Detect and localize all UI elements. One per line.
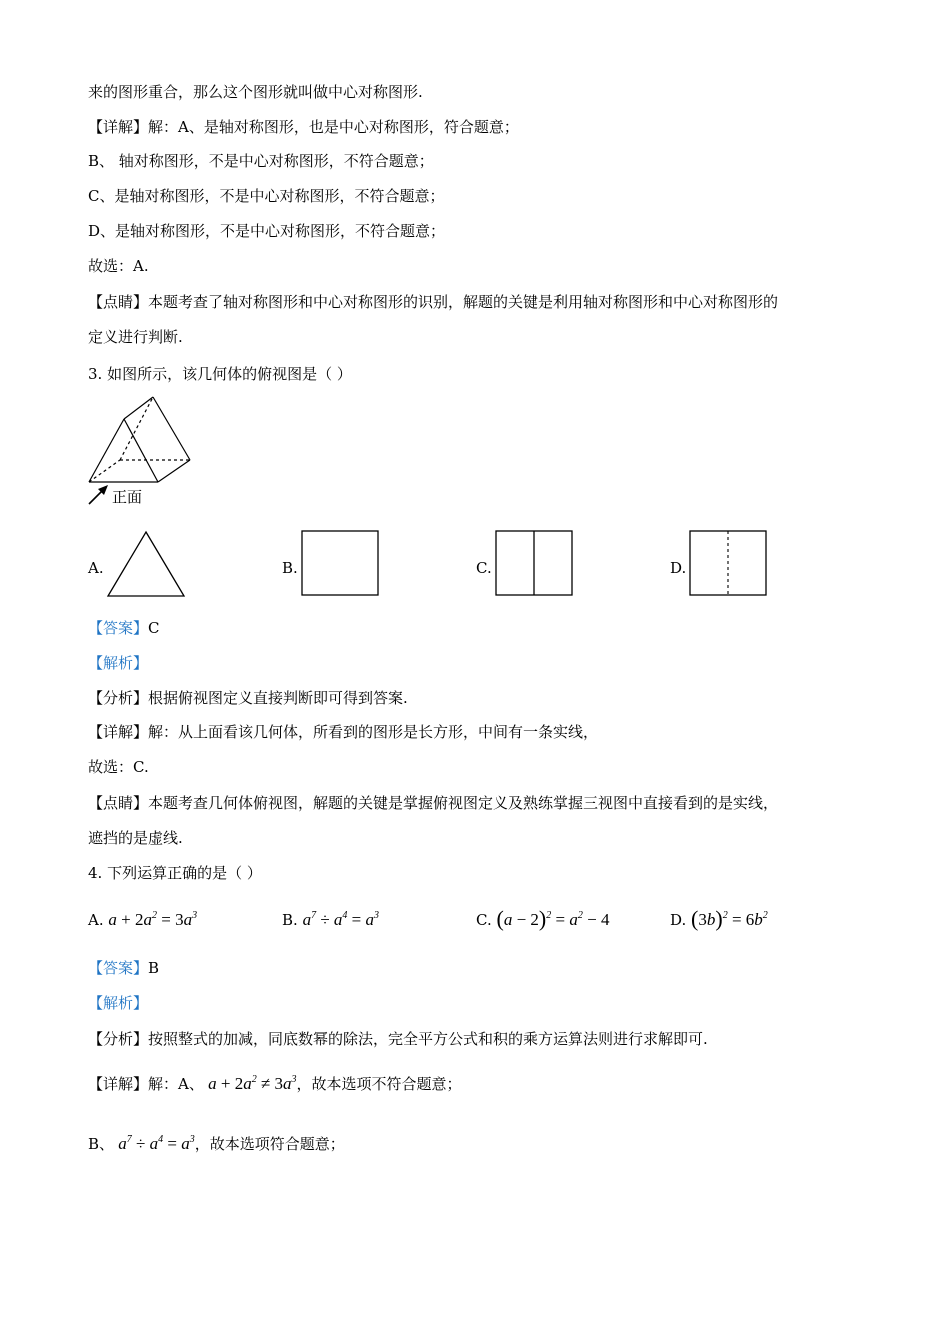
q3-answer [88, 618, 160, 638]
q4-option-d-label: D. [670, 911, 687, 929]
q4-option-b [282, 910, 379, 930]
q4-option-a-label: A. [88, 911, 104, 929]
rectangle-solid-divider-shape [495, 530, 574, 597]
answer-tag: 【答案】 [88, 619, 149, 637]
text-line: B、 轴对称图形，不是中心对称图形，不符合题意； [88, 152, 434, 170]
xiangjie-prefix: 【详解】解：A、 [88, 1075, 204, 1093]
q3-analysis-tag: 【解析】 [88, 654, 149, 672]
text-line: 遮挡的是虚线. [88, 829, 183, 847]
xiangjie-suffix: ，故本选项不符合题意； [296, 1075, 462, 1093]
b-suffix: ，故本选项符合题意； [194, 1135, 345, 1153]
text-line: 【点睛】本题考查了轴对称图形和中心对称图形的识别，解题的关键是利用轴对称图形和中心对称图形的 [88, 293, 779, 311]
q3-option-d-label: D. [670, 559, 687, 577]
text-line: 故选：C. [88, 758, 149, 776]
question-4-stem: 4. 下列运算正确的是（ ） [88, 864, 262, 882]
text-line: 【详解】解：A、是轴对称图形，也是中心对称图形，符合题意； [88, 118, 519, 136]
q4-b-line [88, 1134, 345, 1154]
q4-xiangjie-line [88, 1074, 462, 1094]
text-line: D、是轴对称图形，不是中心对称图形，不符合题意； [88, 222, 446, 240]
formula-c: $(a - 2)^2 = a^2 - 4$ [496, 906, 610, 931]
rectangle-shape [301, 530, 380, 597]
q4-analysis-tag: 【解析】 [88, 994, 149, 1012]
text-line: 【分析】按照整式的加减，同底数幂的除法，完全平方公式和积的乘方运算法则进行求解即可. [88, 1030, 708, 1048]
formula-b-check: $a^7 \div a^4 = a^3$ [114, 1134, 195, 1153]
text-line: 【分析】根据俯视图定义直接判断即可得到答案. [88, 689, 408, 707]
text-line: C、是轴对称图形，不是中心对称图形，不符合题意； [88, 187, 445, 205]
q4-option-c-label: C. [476, 911, 492, 929]
front-label: 正面 [112, 488, 143, 506]
q4-option-b-label: B. [282, 911, 298, 929]
formula-b: $a^7 \div a^4 = a^3$ [302, 910, 380, 929]
text-line: 【详解】解：从上面看该几何体，所看到的图形是长方形，中间有一条实线， [88, 723, 599, 741]
text-line: 定义进行判断. [88, 328, 183, 346]
question-3-stem: 3. 如图所示，该几何体的俯视图是（ ） [88, 365, 352, 383]
formula-a-check: $a + 2a^2 \ne 3a^3$ [203, 1074, 297, 1093]
text-line: 【点睛】本题考查几何体俯视图，解题的关键是掌握俯视图定义及熟练掌握三视图中直接看到的是实线， [88, 794, 779, 812]
text-line: 来的图形重合，那么这个图形就叫做中心对称图形. [88, 83, 423, 101]
answer-tag: 【答案】 [88, 959, 149, 977]
q4-option-d [670, 908, 768, 930]
q3-option-c-label: C. [476, 559, 492, 577]
answer-value: C [148, 619, 160, 637]
q4-option-c [476, 908, 609, 930]
q4-option-a [88, 910, 197, 930]
formula-a: $a + 2a^2 = 3a^3$ [108, 910, 198, 929]
triangle-shape [106, 530, 186, 598]
q3-option-a-label: A. [88, 559, 104, 577]
b-prefix: B、 [88, 1135, 115, 1153]
answer-value: B [148, 959, 160, 977]
rectangle-dashed-divider-shape [689, 530, 768, 597]
q4-answer [88, 958, 159, 978]
q3-option-b-label: B. [282, 559, 298, 577]
text-line: 故选：A. [88, 257, 149, 275]
formula-d: $(3b)^2 = 6b^2$ [691, 906, 768, 931]
